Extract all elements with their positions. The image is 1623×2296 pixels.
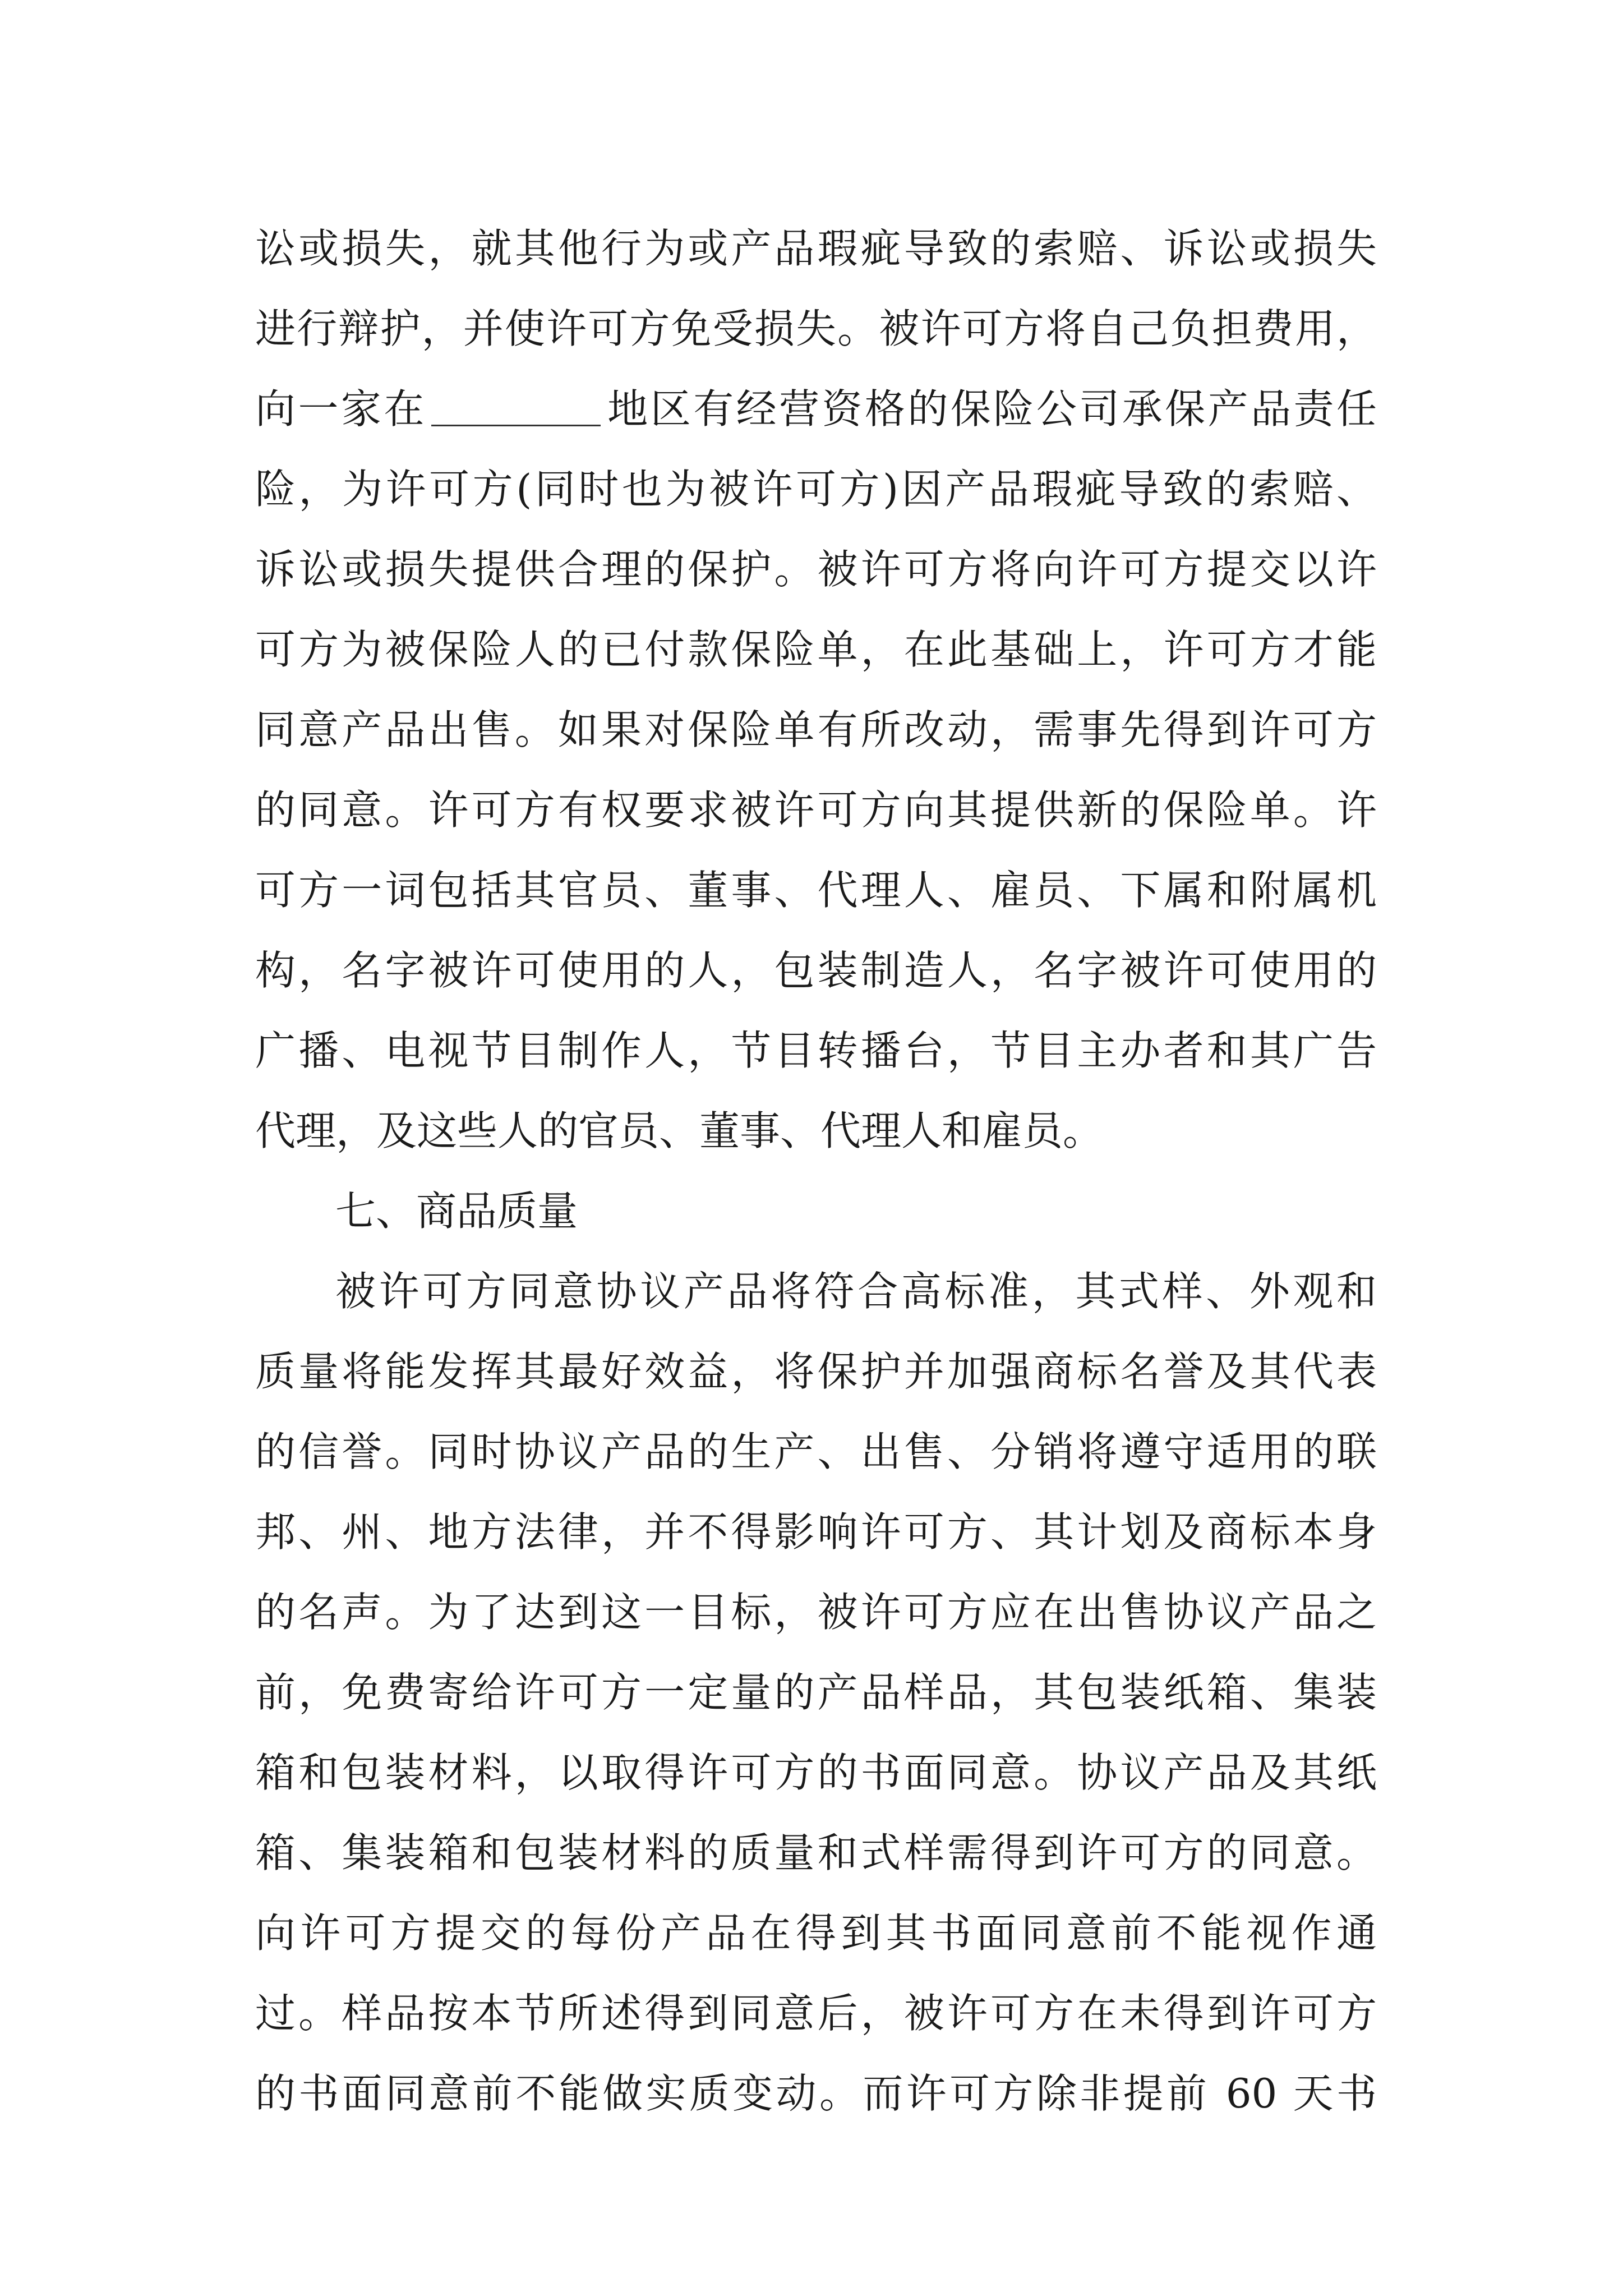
section-heading: 七、商品质量 (335, 1188, 578, 1235)
text-line: 的名声。为了达到这一目标，被许可方应在出售协议产品之 (255, 1589, 1377, 1636)
fill-in-blank (431, 384, 601, 426)
text-line: 向许可方提交的每份产品在得到其书面同意前不能视作通 (255, 1910, 1377, 1957)
text-line: 诉讼或损失提供合理的保护。被许可方将向许可方提交以许 (255, 546, 1377, 593)
text-line: 代理，及这些人的官员、董事、代理人和雇员。 (255, 1107, 1104, 1154)
text-line: 的书面同意前不能做实质变动。而许可方除非提前 60 天书 (255, 2070, 1377, 2117)
text-line: 险，为许可方(同时也为被许可方)因产品瑕疵导致的索赔、 (255, 466, 1377, 513)
text-line: 过。样品按本节所述得到同意后，被许可方在未得到许可方 (255, 1990, 1377, 2037)
text-line: 的同意。许可方有权要求被许可方向其提供新的保险单。许 (255, 786, 1377, 834)
text-line: 同意产品出售。如果对保险单有所改动，需事先得到许可方 (255, 706, 1377, 753)
body-text (255, 209, 1377, 2134)
text-line: 的信誉。同时协议产品的生产、出售、分销将遵守适用的联 (255, 1428, 1377, 1475)
text-line: 箱和包装材料，以取得许可方的书面同意。协议产品及其纸 (255, 1749, 1377, 1796)
text-line: 箱、集装箱和包装材料的质量和式样需得到许可方的同意。 (255, 1829, 1377, 1876)
text-fragment: 地区有经营资格的保险公司承保产品责任 (605, 385, 1377, 432)
text-line: 构，名字被许可使用的人，包装制造人，名字被许可使用的 (255, 947, 1377, 994)
text-line: 讼或损失，就其他行为或产品瑕疵导致的索赔、诉讼或损失 (255, 225, 1377, 272)
text-fragment: 向一家在 (255, 385, 427, 432)
text-line: 可方一词包括其官员、董事、代理人、雇员、下属和附属机 (255, 867, 1377, 914)
text-line-with-blank (255, 369, 1377, 449)
text-line: 被许可方同意协议产品将符合高标准，其式样、外观和 (335, 1268, 1377, 1315)
text-line: 广播、电视节目制作人，节目转播台，节目主办者和其广告 (255, 1027, 1377, 1074)
text-line: 邦、州、地方法律，并不得影响许可方、其计划及商标本身 (255, 1508, 1377, 1556)
text-line: 前，免费寄给许可方一定量的产品样品，其包装纸箱、集装 (255, 1669, 1377, 1716)
text-line: 进行辩护，并使许可方免受损失。被许可方将自己负担费用， (255, 305, 1377, 352)
text-line: 可方为被保险人的已付款保险单，在此基础上，许可方才能 (255, 626, 1377, 673)
text-line: 质量将能发挥其最好效益，将保护并加强商标名誉及其代表 (255, 1348, 1377, 1395)
